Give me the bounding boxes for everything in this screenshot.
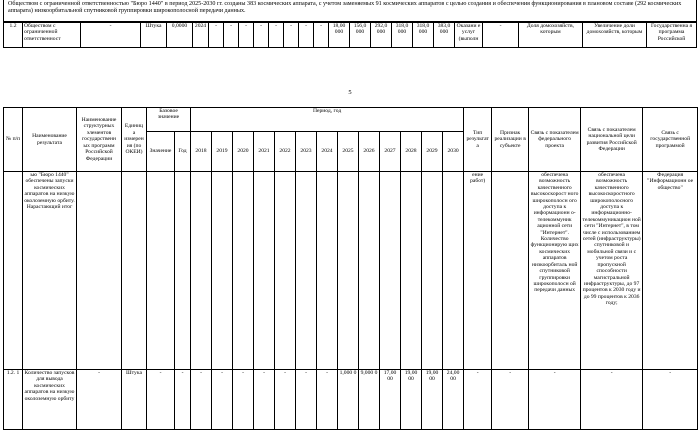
header-year: 2028 xyxy=(401,132,422,172)
year-value: - xyxy=(299,23,314,48)
header-type: Тип результат а xyxy=(464,108,492,172)
table-row xyxy=(4,23,697,48)
year-value: - xyxy=(254,370,275,430)
year-value: - xyxy=(275,370,296,430)
year-value: - xyxy=(224,23,239,48)
header-year: 2019 xyxy=(212,132,233,172)
table-row xyxy=(4,172,698,370)
realization-sign: - xyxy=(483,23,519,48)
link-federal-project: обеспечена возможность качественного высокоскорост ного широкополосн ого доступа к информационн о- телекоммуник ационной сети "Интернет". Количество функционирую щих космических аппаратов низкоорбиталь ной спутниковой группировки широкополосн ой передачи данных xyxy=(529,172,581,370)
header-link-program: Связь с государственной программой xyxy=(643,108,698,172)
header-num: № п/п xyxy=(4,108,23,172)
year-value xyxy=(380,172,401,370)
link-state-program: - xyxy=(643,370,698,430)
year-value: - xyxy=(296,370,317,430)
year-value: 1,000 0 xyxy=(338,370,359,430)
row-number: 1.2 xyxy=(4,23,23,48)
base-value xyxy=(147,172,175,370)
year-value xyxy=(254,172,275,370)
year-value xyxy=(212,172,233,370)
link-national-goal: - xyxy=(581,370,643,430)
header-year: 2023 xyxy=(296,132,317,172)
header-year: 2022 xyxy=(275,132,296,172)
year-value: - xyxy=(317,370,338,430)
year-value: - xyxy=(314,23,329,48)
header-base: Базовое значение xyxy=(147,108,191,132)
year-value xyxy=(296,172,317,370)
link-national-goal: обеспечена возможность качественного высокоскоростного широкополосного доступа к информационно- телекоммуникацион ной сети "Интернет", в том числе с использованием сетей (инфраструктуры) спутниковой и мобильной связи и с учетом роста пропускной способности магистральной инфраструктуры, до 97 процентов к 2030 году и до 99 процентов к 2036 году; xyxy=(581,172,643,370)
year-value: - xyxy=(191,370,212,430)
year-value: 24,00 00 xyxy=(443,370,464,430)
base-value: - xyxy=(147,370,175,430)
base-value: 0,0000 xyxy=(167,23,193,48)
header-base-year: Год xyxy=(175,132,191,172)
year-value: 9,000 0 xyxy=(359,370,380,430)
header-base-value: Значение xyxy=(147,132,175,172)
year-value: 292,0 000 xyxy=(371,23,392,48)
result-name: ью "Бюро 1440" обеспечены запуски космических аппаратов на низкую околоземную орбиту. Нарастающий итог xyxy=(23,172,77,370)
year-value xyxy=(401,172,422,370)
result-name: Обществом с ограниченной ответственност xyxy=(23,23,81,48)
year-value: 19,00 00 xyxy=(422,370,443,430)
header-year: 2027 xyxy=(380,132,401,172)
page-number: 5 xyxy=(348,89,352,96)
year-value: 17,00 00 xyxy=(380,370,401,430)
header-unit: Единиц а измерен ия (по ОКЕИ) xyxy=(122,108,147,172)
header-struct: Наименование структурных элементов государственн ых программ Российской Федерации xyxy=(77,108,122,172)
result-type: Оказани е услуг (выполн xyxy=(455,23,483,48)
struct-element xyxy=(77,172,122,370)
year-value xyxy=(443,172,464,370)
struct-element: - xyxy=(81,23,141,48)
header-link-national: Связь с показателем национальной цели развития Российской Федерации xyxy=(581,108,643,172)
base-year: - xyxy=(175,370,191,430)
link-federal-project: - xyxy=(529,370,581,430)
top-continuation-table xyxy=(3,22,697,48)
year-value: - xyxy=(254,23,269,48)
results-table xyxy=(3,107,698,430)
year-value: 156,0 000 xyxy=(350,23,371,48)
base-year: 2024 xyxy=(193,23,209,48)
header-year: 2030 xyxy=(443,132,464,172)
result-name: Количество запусков для вывода космических аппаратов на низкую околоземную орбиту xyxy=(23,370,77,430)
row-number: 1.2. 1 xyxy=(4,370,23,430)
header-row xyxy=(4,108,698,132)
row-number xyxy=(4,172,23,370)
banner-description: Обществом с ограниченной ответственностью "Бюро 1440" в период 2025-2030 гг. созданы 383 космических аппарата, с учетом заменяемых 91 космических аппаратов с целью создания и обеспечения функционирования в плановом составе (292 космических аппарата) низкоорбитальной спутниковой группировки широкополосной передачи данных. xyxy=(3,0,697,22)
year-value: - xyxy=(209,23,224,48)
link-state-program: Государственна я программа Российской xyxy=(647,23,697,48)
header-sign: Признак реализации в субъекте xyxy=(492,108,529,172)
year-value: - xyxy=(212,370,233,430)
result-type: - xyxy=(464,370,492,430)
realization-sign: - xyxy=(492,370,529,430)
header-year: 2026 xyxy=(359,132,380,172)
year-value xyxy=(191,172,212,370)
header-year: 2024 xyxy=(317,132,338,172)
year-value xyxy=(317,172,338,370)
header-year: 2029 xyxy=(422,132,443,172)
header-name: Наименование результата xyxy=(23,108,77,172)
year-value: 19,00 00 xyxy=(401,370,422,430)
year-value xyxy=(233,172,254,370)
year-value: 318,0 000 xyxy=(392,23,413,48)
link-federal-project: Доля домохозяйств, которым xyxy=(519,23,583,48)
year-value xyxy=(338,172,359,370)
table-row xyxy=(4,370,698,430)
header-period: Период, год xyxy=(191,108,464,132)
header-year: 2021 xyxy=(254,132,275,172)
year-value xyxy=(275,172,296,370)
header-year: 2018 xyxy=(191,132,212,172)
realization-sign xyxy=(492,172,529,370)
header-year: 2020 xyxy=(233,132,254,172)
year-value: 318,0 000 xyxy=(413,23,434,48)
header-year: 2025 xyxy=(338,132,359,172)
year-value xyxy=(422,172,443,370)
year-value: 18,00 000 xyxy=(329,23,350,48)
unit: Штука xyxy=(122,370,147,430)
result-type: ение работ) xyxy=(464,172,492,370)
base-year xyxy=(175,172,191,370)
struct-element: - xyxy=(77,370,122,430)
year-value: - xyxy=(284,23,299,48)
unit xyxy=(122,172,147,370)
year-value: - xyxy=(233,370,254,430)
link-state-program: Федерация "Информационн ое общество" xyxy=(643,172,698,370)
header-link-federal: Связь с показателем федерального проекта xyxy=(529,108,581,172)
unit: Штука xyxy=(141,23,167,48)
year-value: - xyxy=(269,23,284,48)
year-value xyxy=(359,172,380,370)
year-value: 383,0 000 xyxy=(434,23,455,48)
link-national-goal: Увеличение доли домохозяйств, которым xyxy=(583,23,647,48)
year-value: - xyxy=(239,23,254,48)
